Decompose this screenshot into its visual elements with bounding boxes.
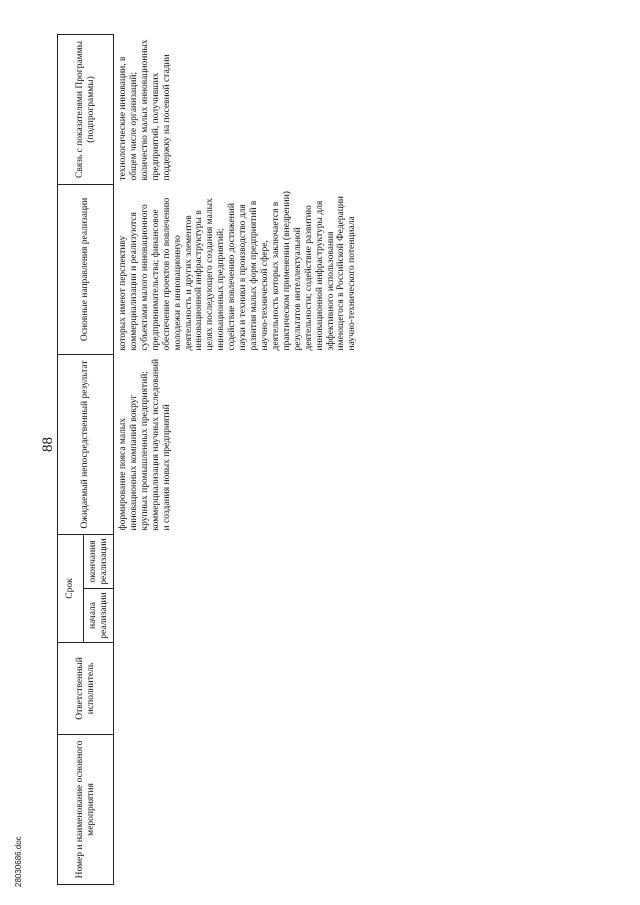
cell-executor: [114, 643, 614, 735]
page-number: 88: [40, 437, 56, 452]
header-expected-result: Ожидаемый непосредственный результат: [58, 354, 114, 534]
header-start: начала реализации: [84, 589, 114, 643]
cell-directions: которых имеют перспективу коммерциализации и реализуются субъектами малого инновационного предпринимательства; финансовое обеспечение проектов по вовлечению молодежи в инновационную деятельность и других элементов инновационной инфраструктуры в целях последующего создания малых инновационных предприятий; содействие вовлечению достижений науки и техники в производство для развития малых форм предприятий в научно-технической сфере, деятельность которых заключается в практическом применении (внедрении) результатов интеллектуальной деятельности; содействие развитию инновационной инфраструктуры для эффективного использования имеющегося в Российской Федерации научно-технического потенциала: [118, 191, 358, 351]
header-activity: Номер и наименование основного мероприятия: [58, 735, 114, 885]
activities-table: [57, 34, 614, 885]
header-executor: Ответственный исполнитель: [58, 643, 114, 735]
cell-activity: [114, 735, 614, 885]
header-directions: Основные направления реализации: [58, 184, 114, 354]
cell-end: [114, 534, 614, 588]
cell-start: [114, 589, 614, 643]
header-indicators-link: Связь с показателями Программы (подпрограммы): [58, 34, 114, 184]
header-end: окончания реализации: [84, 534, 114, 588]
cell-indicators-link: технологические инновации, в общем числе организаций; количество малых инновационных предприятий, получивших поддержку на посевной стадии: [118, 39, 172, 181]
cell-expected-result: формирование пояса малых инновационных компаний вокруг крупных промышленных предприятий; коммерциализация научных исследований и создания новых предприятий: [118, 358, 172, 531]
rotated-table-sheet: [57, 35, 617, 885]
footer-filename: 28030686.doc: [14, 836, 23, 887]
header-term: Срок: [58, 534, 84, 642]
